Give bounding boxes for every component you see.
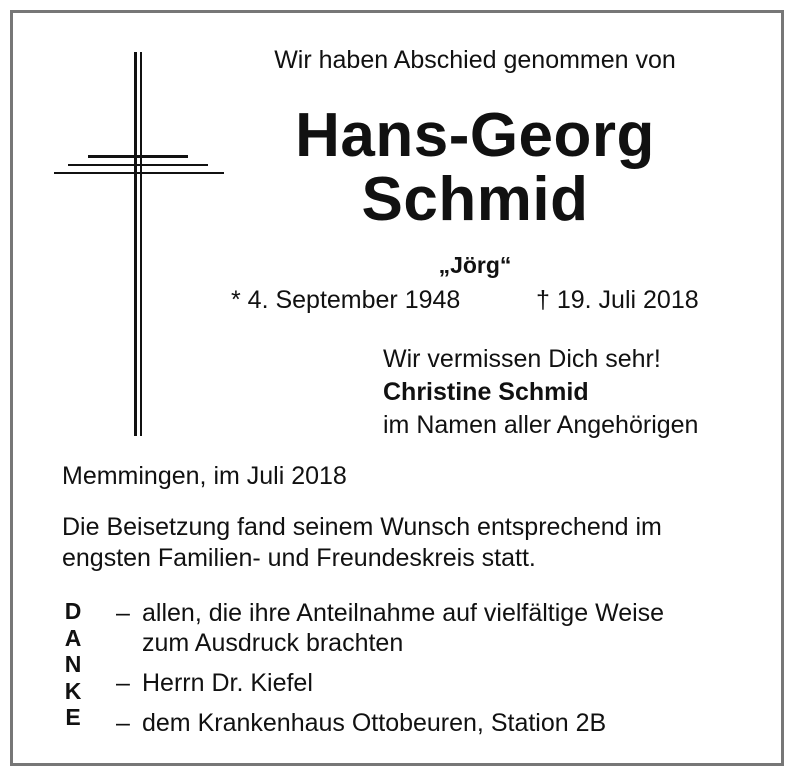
- cross-bar-top: [88, 155, 188, 158]
- burial-line-2: engsten Familien- und Freundeskreis statt.: [62, 544, 536, 572]
- danke-letter: K: [64, 677, 82, 704]
- place-date: Memmingen, im Juli 2018: [62, 462, 347, 490]
- cross-bar-bottom: [54, 172, 224, 174]
- burial-line-1: Die Beisetzung fand seinem Wunsch entsprechend im: [62, 513, 662, 541]
- thanks-item: [116, 708, 664, 738]
- danke-letter: D: [64, 598, 82, 624]
- signer-name: Christine Schmid: [383, 378, 589, 406]
- danke-letter: A: [64, 624, 82, 651]
- cross-vertical-left: [134, 52, 137, 436]
- nickname: „Jörg“: [438, 252, 512, 278]
- danke-letter: N: [64, 651, 82, 677]
- dash: –: [116, 709, 130, 737]
- cross-vertical-right: [140, 52, 142, 436]
- name-first: Hans-Georg: [295, 101, 655, 170]
- danke-letter: E: [65, 704, 81, 730]
- closing-line: Wir vermissen Dich sehr!: [383, 345, 661, 373]
- dash: –: [116, 669, 130, 697]
- thanks-item-1-line-2: zum Ausdruck brachten: [142, 629, 404, 657]
- thanks-item-3: dem Krankenhaus Ottobeuren, Station 2B: [142, 709, 607, 737]
- closing-block: [383, 343, 698, 442]
- thanks-item: [116, 598, 664, 628]
- thanks-list: [116, 598, 664, 738]
- thanks-item-continuation: [116, 628, 664, 658]
- thanks-item: [116, 668, 664, 698]
- thanks-item-2: Herrn Dr. Kiefel: [142, 669, 313, 697]
- cross-symbol: [54, 52, 224, 436]
- name-last: Schmid: [361, 165, 589, 234]
- burial-note: [62, 512, 762, 574]
- danke-vertical: [62, 598, 84, 731]
- intro-text: Wir haben Abschied genommen von: [274, 46, 676, 74]
- dash: –: [116, 599, 130, 627]
- deceased-name: [240, 101, 710, 234]
- thanks-item-1-line-1: allen, die ihre Anteilnahme auf vielfältige Weise: [142, 599, 665, 627]
- cross-bar-middle: [68, 164, 208, 166]
- death-date: † 19. Juli 2018: [536, 286, 699, 314]
- signer-note: im Namen aller Angehörigen: [383, 411, 699, 439]
- birth-date: * 4. September 1948: [231, 286, 461, 314]
